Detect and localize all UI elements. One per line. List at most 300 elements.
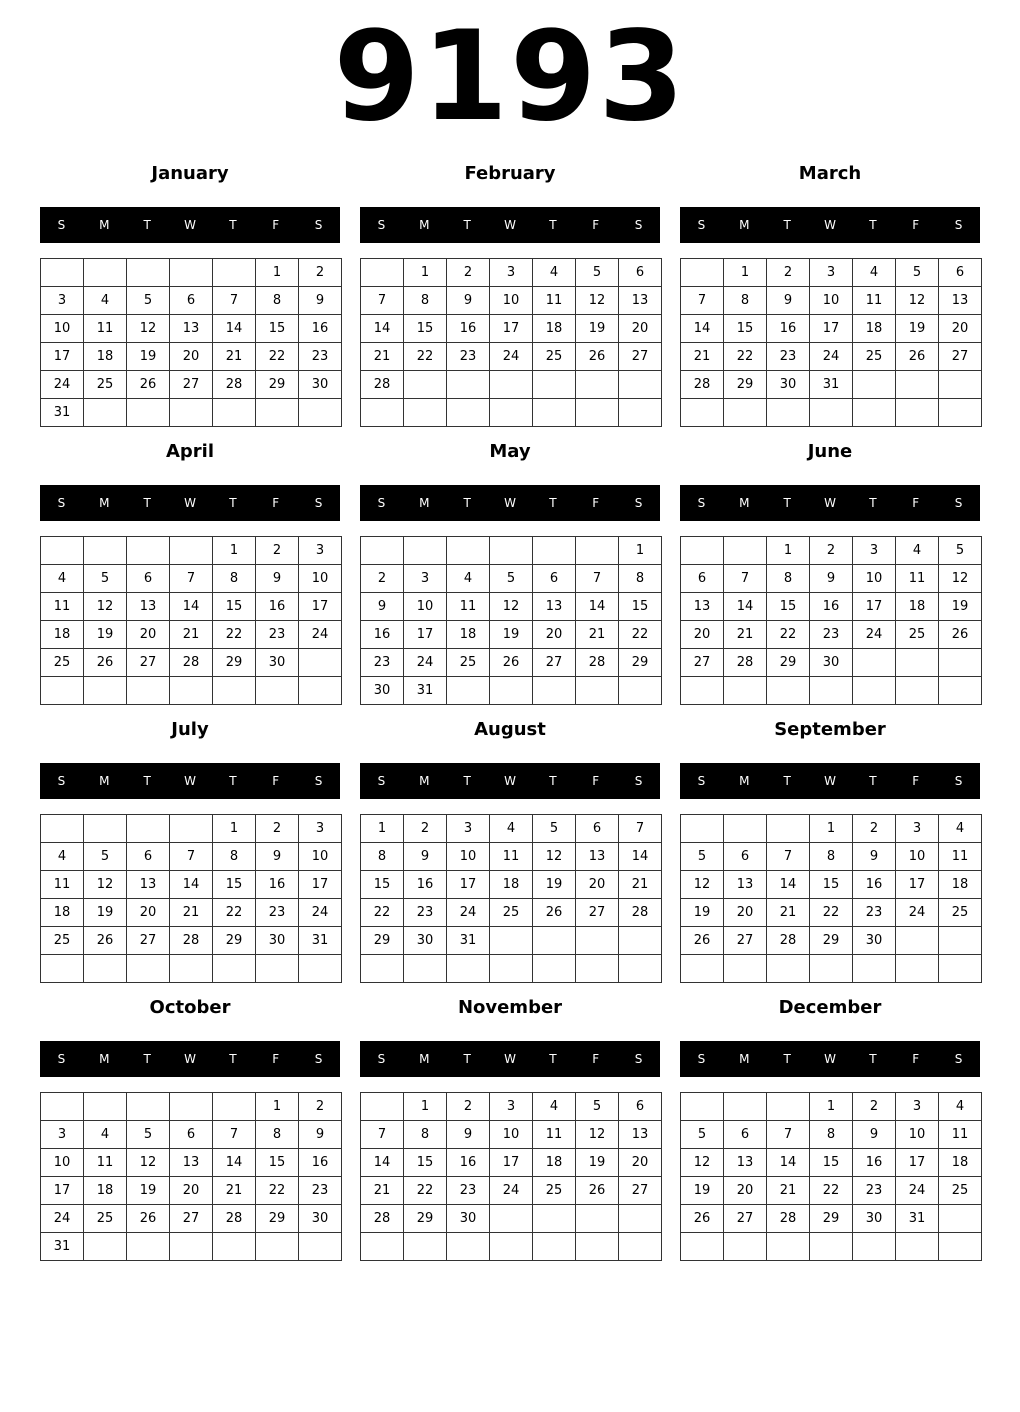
day-cell bbox=[767, 1233, 810, 1261]
weekday-label: W bbox=[184, 1052, 196, 1066]
day-cell bbox=[256, 399, 299, 427]
day-cell: 7 bbox=[681, 287, 724, 315]
day-cell: 26 bbox=[939, 621, 982, 649]
day-cell: 14 bbox=[170, 593, 213, 621]
weekday-label: T bbox=[463, 218, 471, 232]
day-cell: 16 bbox=[256, 871, 299, 899]
day-cell: 14 bbox=[619, 843, 662, 871]
day-cell: 30 bbox=[810, 649, 853, 677]
day-cell bbox=[810, 1233, 853, 1261]
day-cell: 15 bbox=[361, 871, 404, 899]
weekday-label: M bbox=[99, 1052, 110, 1066]
day-cell bbox=[41, 1093, 84, 1121]
day-cell bbox=[533, 1205, 576, 1233]
day-cell: 15 bbox=[810, 1149, 853, 1177]
day-cell bbox=[619, 677, 662, 705]
day-cell: 21 bbox=[361, 1177, 404, 1205]
day-cell: 31 bbox=[404, 677, 447, 705]
day-cell: 25 bbox=[84, 371, 127, 399]
day-cell: 13 bbox=[939, 287, 982, 315]
day-cell: 9 bbox=[256, 565, 299, 593]
day-cell: 28 bbox=[361, 1205, 404, 1233]
day-cell: 30 bbox=[404, 927, 447, 955]
day-cell bbox=[533, 955, 576, 983]
day-cell: 5 bbox=[681, 1121, 724, 1149]
weekday-label: T bbox=[463, 774, 471, 788]
week-row bbox=[41, 815, 342, 843]
week-row bbox=[41, 871, 342, 899]
week-row bbox=[41, 1121, 342, 1149]
day-cell bbox=[170, 537, 213, 565]
day-cell: 18 bbox=[84, 1177, 127, 1205]
week-row bbox=[41, 1093, 342, 1121]
day-cell: 2 bbox=[767, 259, 810, 287]
day-cell bbox=[404, 537, 447, 565]
day-cell: 11 bbox=[41, 593, 84, 621]
weekday-label: F bbox=[912, 1052, 920, 1066]
day-cell bbox=[490, 1205, 533, 1233]
day-cell: 11 bbox=[939, 843, 982, 871]
day-cell: 19 bbox=[896, 315, 939, 343]
day-cell: 1 bbox=[810, 1093, 853, 1121]
day-cell bbox=[896, 927, 939, 955]
week-row bbox=[361, 927, 662, 955]
day-cell: 25 bbox=[853, 343, 896, 371]
week-row bbox=[681, 815, 982, 843]
day-cell: 26 bbox=[127, 1205, 170, 1233]
weekday-label: S bbox=[314, 774, 323, 788]
week-row bbox=[361, 1205, 662, 1233]
weekday-label: S bbox=[697, 496, 706, 510]
day-cell bbox=[681, 1233, 724, 1261]
weekday-label: S bbox=[377, 774, 386, 788]
day-cell bbox=[256, 677, 299, 705]
day-cell: 10 bbox=[41, 315, 84, 343]
day-cell: 7 bbox=[213, 287, 256, 315]
year-title: 9193 bbox=[333, 5, 687, 149]
weekday-label: S bbox=[377, 218, 386, 232]
day-cell: 27 bbox=[533, 649, 576, 677]
day-cell bbox=[939, 371, 982, 399]
day-cell: 21 bbox=[767, 899, 810, 927]
day-cell bbox=[213, 1233, 256, 1261]
weekday-label: S bbox=[377, 496, 386, 510]
day-cell bbox=[127, 1093, 170, 1121]
weekday-label: S bbox=[634, 1052, 643, 1066]
week-row bbox=[681, 287, 982, 315]
day-cell: 24 bbox=[810, 343, 853, 371]
day-cell bbox=[447, 399, 490, 427]
day-cell: 12 bbox=[576, 287, 619, 315]
day-cell bbox=[490, 1233, 533, 1261]
day-grid bbox=[360, 258, 662, 427]
day-cell: 16 bbox=[853, 1149, 896, 1177]
day-grid bbox=[360, 814, 662, 983]
week-row bbox=[361, 955, 662, 983]
day-cell: 18 bbox=[490, 871, 533, 899]
day-cell bbox=[896, 371, 939, 399]
day-cell bbox=[299, 649, 342, 677]
weekday-label: W bbox=[504, 496, 516, 510]
weekday-label: S bbox=[697, 774, 706, 788]
day-cell bbox=[767, 399, 810, 427]
day-cell: 26 bbox=[127, 371, 170, 399]
day-cell: 25 bbox=[490, 899, 533, 927]
day-cell: 10 bbox=[299, 565, 342, 593]
weekday-label: T bbox=[869, 774, 877, 788]
day-cell bbox=[299, 399, 342, 427]
day-cell: 8 bbox=[810, 843, 853, 871]
day-cell: 15 bbox=[404, 1149, 447, 1177]
day-cell bbox=[447, 537, 490, 565]
month-title: November bbox=[457, 997, 563, 1018]
day-cell: 3 bbox=[490, 259, 533, 287]
weekday-header bbox=[40, 485, 340, 521]
day-cell: 24 bbox=[896, 1177, 939, 1205]
day-cell: 16 bbox=[404, 871, 447, 899]
day-cell: 4 bbox=[84, 1121, 127, 1149]
day-cell: 26 bbox=[896, 343, 939, 371]
day-grid bbox=[40, 536, 342, 705]
week-row bbox=[41, 927, 342, 955]
day-cell bbox=[404, 1233, 447, 1261]
day-cell: 4 bbox=[447, 565, 490, 593]
day-cell bbox=[84, 677, 127, 705]
day-cell: 12 bbox=[84, 871, 127, 899]
day-cell: 23 bbox=[256, 899, 299, 927]
weekday-label: S bbox=[634, 218, 643, 232]
day-cell bbox=[576, 537, 619, 565]
day-cell: 11 bbox=[896, 565, 939, 593]
week-row bbox=[681, 315, 982, 343]
day-cell bbox=[170, 677, 213, 705]
day-cell: 11 bbox=[939, 1121, 982, 1149]
day-cell: 10 bbox=[896, 1121, 939, 1149]
day-cell: 12 bbox=[681, 871, 724, 899]
day-cell: 7 bbox=[724, 565, 767, 593]
week-row bbox=[41, 649, 342, 677]
day-cell: 7 bbox=[619, 815, 662, 843]
day-cell: 22 bbox=[619, 621, 662, 649]
weekday-label: T bbox=[143, 496, 151, 510]
day-cell: 23 bbox=[256, 621, 299, 649]
day-cell: 4 bbox=[490, 815, 533, 843]
day-cell: 19 bbox=[127, 1177, 170, 1205]
day-cell: 26 bbox=[681, 927, 724, 955]
day-cell: 25 bbox=[41, 927, 84, 955]
day-cell: 21 bbox=[767, 1177, 810, 1205]
day-cell: 3 bbox=[41, 1121, 84, 1149]
day-cell: 19 bbox=[681, 1177, 724, 1205]
day-cell bbox=[490, 927, 533, 955]
weekday-header bbox=[680, 763, 980, 799]
week-row bbox=[41, 955, 342, 983]
day-cell: 30 bbox=[299, 1205, 342, 1233]
day-cell: 1 bbox=[767, 537, 810, 565]
day-cell bbox=[767, 1093, 810, 1121]
weekday-label: F bbox=[592, 774, 600, 788]
day-cell: 26 bbox=[576, 343, 619, 371]
day-cell bbox=[576, 927, 619, 955]
day-cell: 18 bbox=[939, 871, 982, 899]
day-cell: 14 bbox=[213, 315, 256, 343]
day-cell: 25 bbox=[939, 1177, 982, 1205]
day-cell bbox=[767, 955, 810, 983]
day-cell bbox=[724, 1093, 767, 1121]
day-cell bbox=[361, 399, 404, 427]
day-cell: 13 bbox=[170, 1149, 213, 1177]
day-cell: 20 bbox=[576, 871, 619, 899]
day-cell: 3 bbox=[896, 1093, 939, 1121]
day-cell: 20 bbox=[619, 1149, 662, 1177]
day-cell: 3 bbox=[896, 815, 939, 843]
day-cell: 20 bbox=[170, 1177, 213, 1205]
day-cell: 11 bbox=[533, 1121, 576, 1149]
day-cell bbox=[170, 259, 213, 287]
day-cell bbox=[724, 537, 767, 565]
day-cell: 3 bbox=[810, 259, 853, 287]
day-cell bbox=[576, 399, 619, 427]
day-cell bbox=[810, 677, 853, 705]
day-cell bbox=[170, 1233, 213, 1261]
day-cell bbox=[619, 1233, 662, 1261]
day-cell bbox=[681, 815, 724, 843]
week-row bbox=[361, 399, 662, 427]
day-cell bbox=[576, 1233, 619, 1261]
day-cell: 10 bbox=[853, 565, 896, 593]
day-cell bbox=[896, 649, 939, 677]
weekday-label: T bbox=[143, 1052, 151, 1066]
weekday-header bbox=[360, 1041, 660, 1077]
day-grid bbox=[40, 814, 342, 983]
day-cell: 3 bbox=[447, 815, 490, 843]
day-cell bbox=[213, 677, 256, 705]
day-cell: 15 bbox=[767, 593, 810, 621]
day-cell: 19 bbox=[576, 315, 619, 343]
day-cell: 18 bbox=[41, 621, 84, 649]
weekday-label: S bbox=[314, 218, 323, 232]
day-cell: 19 bbox=[681, 899, 724, 927]
day-cell: 1 bbox=[810, 815, 853, 843]
day-cell: 2 bbox=[447, 1093, 490, 1121]
day-cell bbox=[361, 1233, 404, 1261]
day-cell: 27 bbox=[724, 1205, 767, 1233]
day-cell bbox=[939, 1233, 982, 1261]
day-cell: 31 bbox=[41, 399, 84, 427]
day-cell: 28 bbox=[213, 1205, 256, 1233]
day-cell: 10 bbox=[490, 1121, 533, 1149]
day-cell bbox=[41, 955, 84, 983]
weekday-label: T bbox=[783, 218, 791, 232]
week-row bbox=[361, 815, 662, 843]
day-cell bbox=[724, 1233, 767, 1261]
day-cell: 15 bbox=[256, 315, 299, 343]
weekday-label: F bbox=[592, 496, 600, 510]
day-cell: 5 bbox=[84, 565, 127, 593]
day-cell: 4 bbox=[41, 843, 84, 871]
weekday-label: S bbox=[697, 218, 706, 232]
day-cell bbox=[724, 399, 767, 427]
day-cell bbox=[533, 399, 576, 427]
week-row bbox=[361, 287, 662, 315]
day-cell bbox=[619, 955, 662, 983]
month-title: August bbox=[474, 719, 546, 740]
week-row bbox=[361, 677, 662, 705]
day-cell: 20 bbox=[127, 621, 170, 649]
day-cell: 14 bbox=[724, 593, 767, 621]
week-row bbox=[361, 871, 662, 899]
day-cell: 7 bbox=[361, 1121, 404, 1149]
day-cell: 22 bbox=[404, 1177, 447, 1205]
day-cell: 18 bbox=[853, 315, 896, 343]
day-cell: 7 bbox=[170, 843, 213, 871]
day-cell bbox=[853, 649, 896, 677]
day-cell: 24 bbox=[896, 899, 939, 927]
weekday-label: W bbox=[504, 218, 516, 232]
day-cell: 16 bbox=[447, 1149, 490, 1177]
day-cell bbox=[404, 399, 447, 427]
day-cell: 17 bbox=[853, 593, 896, 621]
day-cell bbox=[533, 537, 576, 565]
day-cell bbox=[84, 815, 127, 843]
weekday-label: F bbox=[592, 1052, 600, 1066]
day-cell: 13 bbox=[724, 871, 767, 899]
day-cell: 12 bbox=[681, 1149, 724, 1177]
day-cell: 25 bbox=[533, 343, 576, 371]
day-cell bbox=[447, 677, 490, 705]
weekday-label: T bbox=[143, 774, 151, 788]
weekday-label: S bbox=[57, 774, 66, 788]
day-cell: 3 bbox=[490, 1093, 533, 1121]
day-cell: 13 bbox=[127, 593, 170, 621]
day-cell: 8 bbox=[213, 843, 256, 871]
day-cell bbox=[41, 259, 84, 287]
day-cell: 27 bbox=[724, 927, 767, 955]
month-title: April bbox=[165, 441, 215, 462]
day-cell bbox=[170, 955, 213, 983]
day-cell bbox=[681, 537, 724, 565]
day-cell: 26 bbox=[533, 899, 576, 927]
day-cell: 9 bbox=[447, 1121, 490, 1149]
day-cell: 21 bbox=[681, 343, 724, 371]
weekday-label: S bbox=[377, 1052, 386, 1066]
day-cell: 9 bbox=[447, 287, 490, 315]
week-row bbox=[41, 899, 342, 927]
day-cell bbox=[170, 1093, 213, 1121]
day-cell bbox=[490, 399, 533, 427]
weekday-label: W bbox=[504, 774, 516, 788]
day-cell bbox=[681, 677, 724, 705]
day-cell: 6 bbox=[533, 565, 576, 593]
day-cell: 18 bbox=[447, 621, 490, 649]
day-cell bbox=[939, 399, 982, 427]
day-cell: 26 bbox=[681, 1205, 724, 1233]
day-cell: 5 bbox=[939, 537, 982, 565]
day-cell bbox=[853, 371, 896, 399]
day-cell: 29 bbox=[619, 649, 662, 677]
day-cell: 14 bbox=[576, 593, 619, 621]
week-row bbox=[681, 843, 982, 871]
day-cell: 3 bbox=[41, 287, 84, 315]
day-cell: 23 bbox=[299, 343, 342, 371]
day-cell: 24 bbox=[490, 1177, 533, 1205]
day-grid bbox=[40, 258, 342, 427]
weekday-label: M bbox=[419, 218, 430, 232]
week-row bbox=[681, 1233, 982, 1261]
weekday-label: M bbox=[739, 218, 750, 232]
week-row bbox=[681, 399, 982, 427]
day-cell bbox=[213, 259, 256, 287]
day-cell: 30 bbox=[256, 649, 299, 677]
day-cell: 21 bbox=[361, 343, 404, 371]
day-cell: 11 bbox=[853, 287, 896, 315]
weekday-label: M bbox=[419, 774, 430, 788]
day-cell: 11 bbox=[447, 593, 490, 621]
week-row bbox=[41, 621, 342, 649]
day-cell: 14 bbox=[681, 315, 724, 343]
day-cell: 27 bbox=[127, 927, 170, 955]
day-cell: 31 bbox=[299, 927, 342, 955]
weekday-label: W bbox=[504, 1052, 516, 1066]
day-cell: 22 bbox=[256, 343, 299, 371]
weekday-header bbox=[680, 207, 980, 243]
day-cell: 30 bbox=[853, 1205, 896, 1233]
day-cell: 17 bbox=[41, 343, 84, 371]
day-cell: 15 bbox=[724, 315, 767, 343]
weekday-label: S bbox=[314, 496, 323, 510]
day-cell: 15 bbox=[213, 871, 256, 899]
day-cell: 11 bbox=[84, 1149, 127, 1177]
day-cell: 2 bbox=[299, 1093, 342, 1121]
day-cell: 8 bbox=[256, 1121, 299, 1149]
day-cell: 14 bbox=[213, 1149, 256, 1177]
weekday-label: M bbox=[419, 1052, 430, 1066]
day-cell bbox=[170, 399, 213, 427]
week-row bbox=[681, 955, 982, 983]
weekday-header bbox=[40, 207, 340, 243]
day-cell: 24 bbox=[41, 371, 84, 399]
day-cell: 31 bbox=[41, 1233, 84, 1261]
day-cell bbox=[84, 399, 127, 427]
day-cell: 8 bbox=[404, 287, 447, 315]
day-cell: 3 bbox=[299, 537, 342, 565]
day-cell: 11 bbox=[84, 315, 127, 343]
week-row bbox=[41, 287, 342, 315]
day-cell bbox=[127, 399, 170, 427]
day-cell: 12 bbox=[490, 593, 533, 621]
weekday-label: F bbox=[272, 1052, 280, 1066]
week-row bbox=[681, 1177, 982, 1205]
day-cell: 28 bbox=[681, 371, 724, 399]
day-cell: 22 bbox=[724, 343, 767, 371]
weekday-label: S bbox=[314, 1052, 323, 1066]
day-cell: 30 bbox=[767, 371, 810, 399]
day-cell: 22 bbox=[810, 1177, 853, 1205]
day-cell: 8 bbox=[810, 1121, 853, 1149]
day-cell bbox=[299, 677, 342, 705]
day-cell: 7 bbox=[170, 565, 213, 593]
day-cell bbox=[299, 1233, 342, 1261]
day-cell bbox=[724, 955, 767, 983]
weekday-header bbox=[360, 763, 660, 799]
day-cell: 25 bbox=[939, 899, 982, 927]
day-cell bbox=[213, 955, 256, 983]
day-cell bbox=[724, 815, 767, 843]
day-cell: 27 bbox=[170, 371, 213, 399]
day-cell: 5 bbox=[576, 1093, 619, 1121]
day-cell bbox=[576, 1205, 619, 1233]
weekday-label: M bbox=[99, 496, 110, 510]
